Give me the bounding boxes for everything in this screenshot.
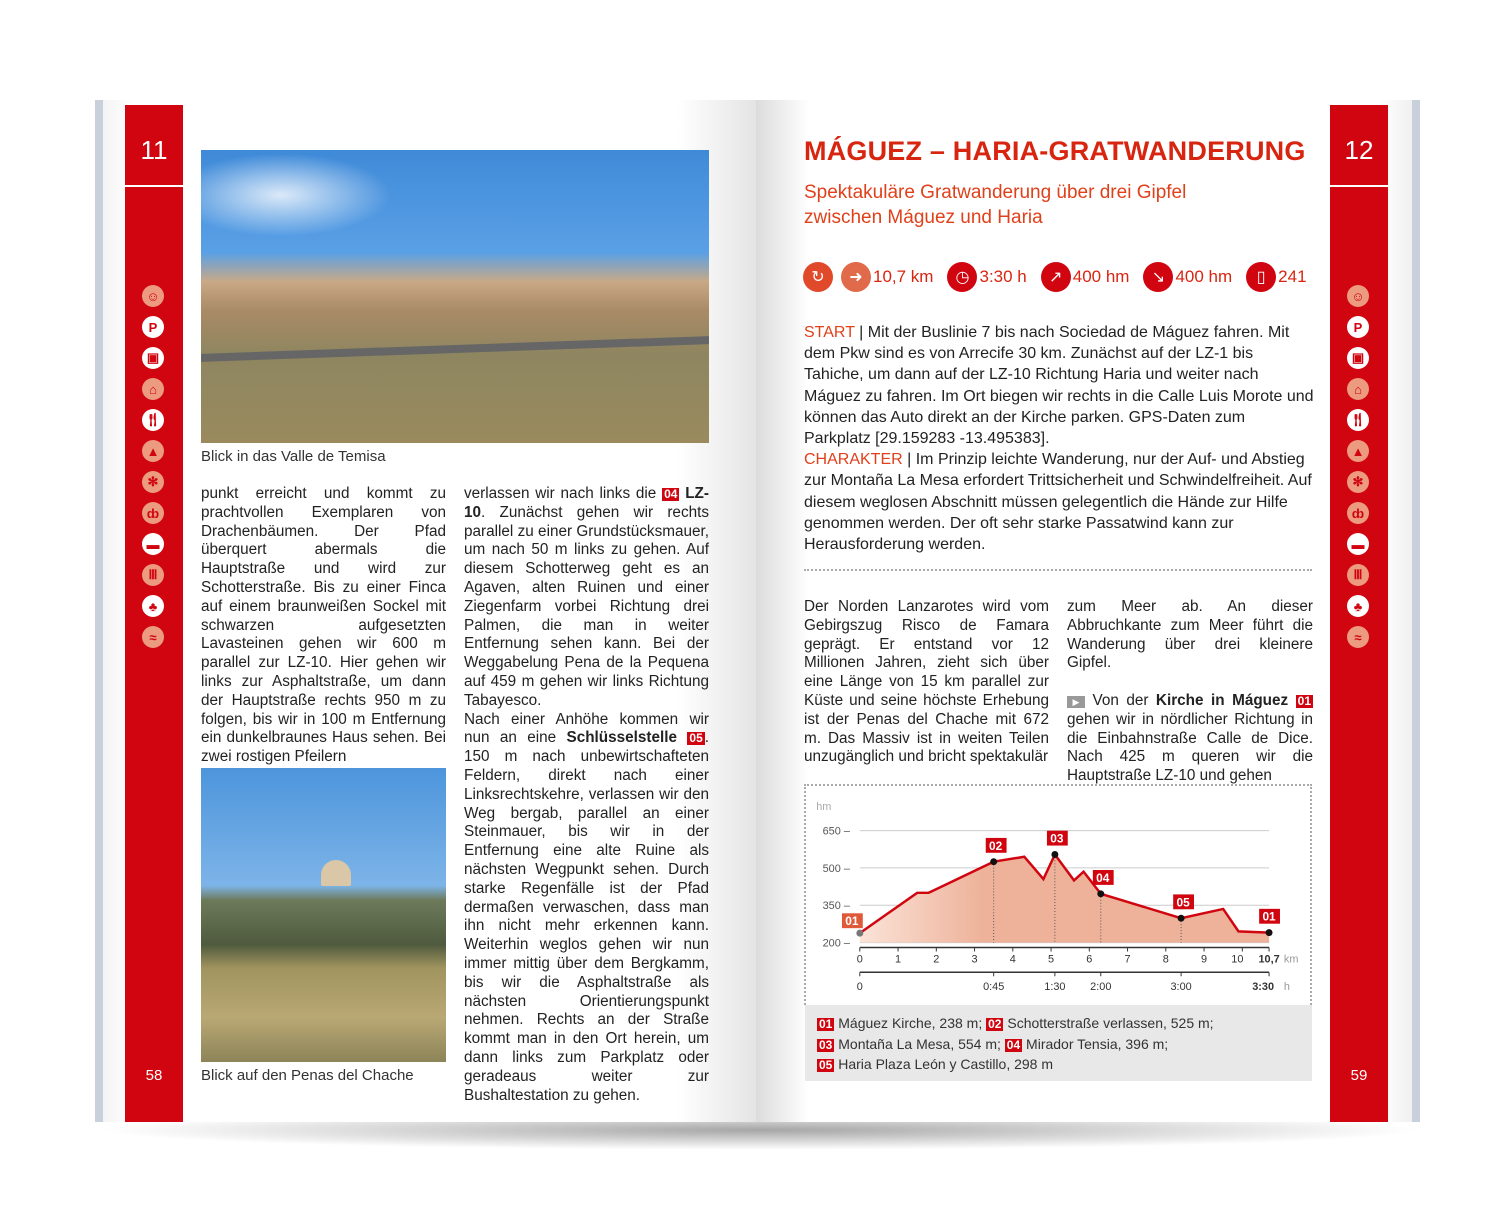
waypoint-marker [1051, 851, 1058, 858]
bed-icon: ▬ [1347, 533, 1369, 555]
chapter-number: 12 [1344, 135, 1374, 165]
waypoint-badge: 04 [664, 487, 678, 501]
x-tick-label: 6 [1086, 953, 1093, 966]
bus-icon: ▣ [142, 347, 164, 369]
time-tick-label: 1:30 [1044, 981, 1066, 994]
tour-facts [803, 262, 1313, 292]
photo-penas-del-chache [201, 768, 446, 1062]
distance: 10,7 km [873, 267, 934, 286]
waypoint-marker [990, 858, 997, 865]
ascent: 400 hm [1072, 267, 1130, 286]
bus-icon: ▣ [1347, 347, 1369, 369]
x-tick-label: 7 [1124, 953, 1131, 966]
x-tick-label: 8 [1162, 953, 1169, 966]
legend-text: Máguez Kirche, 238 m; [838, 1015, 983, 1031]
waypoint-legend [805, 1005, 1312, 1081]
play-arrow-icon: ▶ [1067, 696, 1085, 708]
legend-text: Mirador Tensia, 396 m; [1026, 1035, 1169, 1052]
divider [804, 569, 1312, 571]
kids-bear-icon: ☺ [142, 285, 164, 307]
start-text: | Mit der Buslinie 7 bis nach Sociedad de Máguez fahren. Mit dem Pkw sind es von Arrecife 30 km. Zunächst auf der LZ-1 bis Tahiche, um dann auf der LZ-10 Richtung Haria und weiter nach Máguez zu fahren. Im Ort biegen wir rechts in die Calle Luis Morote und können das Auto direkt an der Kirche parken. GPS-Daten zum Parkplatz [29.159283 -13.495383]. [804, 324, 1314, 448]
time-tick-label: 0 [856, 981, 863, 994]
duration: 3:30 h [979, 267, 1027, 286]
y-axis-label: hm [816, 800, 832, 813]
waypoint-marker [856, 930, 863, 937]
text-column-2 [1067, 598, 1313, 786]
y-tick-label: 200 – [822, 937, 850, 950]
summit-icon: ▲ [1347, 440, 1369, 462]
map-page-icon: ▯ [1246, 262, 1276, 292]
legend-badge: 05 [819, 1058, 833, 1072]
waypoint-label: 05 [1176, 895, 1190, 910]
bed-icon: ▬ [142, 533, 164, 555]
waypoint-badge: 01 [1297, 693, 1312, 708]
legend-badge: 01 [819, 1017, 833, 1031]
signpost-icon: ➜ [841, 262, 871, 292]
photo-caption: Blick auf den Penas del Chache [201, 1067, 414, 1084]
divider [1330, 185, 1388, 187]
y-tick-label: 650 – [822, 825, 850, 838]
text: Von der [1085, 691, 1156, 709]
legend-badge: 04 [1006, 1037, 1021, 1052]
text: . Zunächst gehen wir rechts parallel zu einer Grundstücksmauer, um nach 50 m links zu gehen. Auf diesem Schotterweg geht es an Agaven, alten Ruinen und einer Ziegenfarm vorbei Richtung drei Palmen, die man in weiter Entfernung sehen kann. Bei der Weggabelung Pena de la Pequena auf 459 m gehen wir links Richtung Tabayesco. [464, 503, 709, 709]
legend-text: Schotterstraße verlassen, 525 m; [1007, 1015, 1214, 1031]
parking-icon: P [1347, 316, 1369, 338]
kids-bear-icon: ☺ [1347, 285, 1369, 307]
x-tick-label: 10 [1231, 953, 1244, 966]
snowflake-icon: ✻ [142, 471, 164, 493]
bold-text: Schlüsselstelle [566, 729, 678, 747]
text-column-1: Der Norden Lanzarotes wird vom Gebirgszug Risco de Famara geprägt. Er entstand vor 12 Millionen Jahren, zieht sich über eine Länge von 15 km parallel zur Küste und seine höchste Erhebung ist der Penas del Chache mit 672 m. Das Massiv ist in weiten Teilen unzugänglich und bricht spektakulär [804, 598, 1049, 766]
x-tick-label: 2 [933, 953, 940, 966]
clock-icon: ◷ [947, 262, 977, 292]
waypoint-label: 01 [845, 914, 859, 929]
x-tick-label: 5 [1048, 953, 1055, 966]
subtitle [804, 180, 1186, 230]
bike-icon: ȸ [142, 502, 164, 524]
text: verlassen wir nach links die [464, 485, 663, 502]
ascent-arrow-icon: ↗ [1041, 262, 1071, 292]
time-tick-label: 3:00 [1170, 981, 1192, 994]
page-number: 58 [145, 1067, 163, 1084]
museum-icon: Ⅲ [142, 564, 164, 586]
descent: 400 hm [1175, 267, 1233, 286]
left-chapter-strip [125, 105, 183, 1122]
x-tick-label: 1 [895, 953, 902, 966]
text: gehen wir in nördlicher Richtung in die Einbahnstraße Calle de Dice. Nach 425 m queren wir die Hauptstraße LZ-10 und gehen [1067, 710, 1313, 785]
category-icons [1347, 285, 1369, 648]
restaurant-icon: 🍴︎ [142, 409, 164, 431]
bike-icon: ȸ [1347, 502, 1369, 524]
x-tick-label: 9 [1201, 953, 1208, 966]
text: Nach einer Anhöhe kommen wir nun an eine [464, 710, 709, 747]
snowflake-icon: ✻ [1347, 471, 1369, 493]
parking-icon: P [142, 316, 164, 338]
waypoint-marker [1097, 890, 1104, 897]
text-column-1: punkt erreicht und kommt zu prachtvollen Exemplaren von Drachenbäumen. Der Pfad überquert abermals die Hauptstraße und wird zur Schotterstraße. Bis zu einer Finca auf einem braunweißen Sockel mit schwarzen aufgesetzten Lavasteinen gehen wir 600 m parallel zur LZ-10. Hier gehen wir links zur Asphaltstraße, um dann der Hauptstraße rechts 950 m zu folgen, bis wir in 100 m Entfernung ein dunkelbraunes Haus sehen. Bei zwei rostigen Pfeilern [201, 485, 446, 766]
subtitle-line: Spektakuläre Gratwanderung über drei Gipfel [804, 182, 1187, 203]
subtitle-line: zwischen Máguez und Haria [804, 207, 1043, 228]
category-icons [142, 285, 164, 648]
legend-badge: 03 [819, 1037, 833, 1052]
divider [125, 185, 183, 187]
start-label: START [804, 324, 855, 341]
waypoint-marker [1178, 915, 1185, 922]
tree-icon: ♣ [142, 595, 164, 617]
x-tick-label: 3 [971, 953, 978, 966]
tree-icon: ♣ [1347, 595, 1369, 617]
photo-valle-de-temisa [201, 150, 709, 443]
waypoint-label: 02 [989, 838, 1003, 853]
elevation-profile-chart [804, 784, 1312, 1005]
photo-caption: Blick in das Valle de Temisa [201, 448, 386, 465]
time-tick-label: 3:30 [1252, 981, 1275, 994]
chapter-number: 11 [140, 135, 168, 165]
descent-arrow-icon: ↘ [1143, 262, 1173, 292]
waypoint-label: 03 [1050, 831, 1064, 846]
right-chapter-strip [1330, 105, 1388, 1122]
summit-icon: ▲ [142, 440, 164, 462]
x-tick-label: 4 [1009, 953, 1016, 966]
text: zum Meer ab. An dieser Abbruchkante zum Meer führt die Wanderung über drei kleinere Gipfel. [1067, 598, 1313, 672]
cable-car-icon: ⌂ [142, 378, 164, 400]
time-tick-label: 2:00 [1090, 981, 1112, 994]
x-tick-label: 0 [856, 953, 863, 966]
cable-car-icon: ⌂ [1347, 378, 1369, 400]
page-title: MÁGUEZ – HARIA-GRATWANDERUNG [804, 136, 1306, 166]
beach-icon: ≈ [142, 626, 164, 648]
beach-icon: ≈ [1347, 626, 1369, 648]
restaurant-icon: 🍴︎ [1347, 409, 1369, 431]
bold-text: Kirche in Máguez [1155, 691, 1289, 709]
intro-text [804, 322, 1314, 555]
waypoint-marker [1266, 929, 1273, 936]
tour-number: 241 [1278, 267, 1307, 286]
time-tick-label: 0:45 [983, 981, 1005, 994]
loop-tour-icon: ↻ [803, 262, 833, 292]
bold-text: LZ-10 [464, 485, 709, 521]
text: . 150 m nach unbewirtschafteten Feldern, direkt nach einer Linksrechtskehre, verlassen wir den Weg bergab, parallel an einer Steinmauer, bis wir in der Entfernung eine alte Ruine als nächsten Wegpunkt sehen. Durch starke Regenfälle ist der Pfad dermaßen verwaschen, dass man ihn nicht mehr erkennen kann. Weiterhin weglos gehen wir nun immer mittig über dem Bergkamm, bis wir die Asphaltstraße als nächsten Orientierungspunkt nehmen. Rechts an der Straße kommt man in den Ort herein, um dann links zum Parkplatz oder geradeaus weiter zur Bushaltestation zu gehen. [464, 729, 709, 1104]
x-axis-label: km [1283, 953, 1299, 966]
text-column-2 [464, 485, 709, 1105]
waypoint-badge: 05 [689, 731, 703, 746]
x-tick-label: 10,7 [1258, 953, 1280, 966]
legend-badge: 02 [988, 1017, 1002, 1031]
y-tick-label: 350 – [822, 900, 850, 913]
charakter-label: CHARAKTER [804, 451, 903, 469]
charakter-text: | Im Prinzip leichte Wanderung, nur der Auf- und Abstieg zur Montaña La Mesa erfordert Trittsicherheit und Schwindelfreiheit. Auf diesem weglosen Abschnitt müssen gelegentlich die Hände zur Hilfe genommen werden. Der oft sehr starke Passatwind kann zur Herausforderung werden. [804, 451, 1312, 554]
museum-icon: Ⅲ [1347, 564, 1369, 586]
waypoint-label: 04 [1096, 870, 1110, 885]
y-tick-label: 500 – [822, 862, 850, 875]
time-axis-label: h [1283, 981, 1290, 994]
legend-text: Montaña La Mesa, 554 m; [838, 1035, 1001, 1052]
waypoint-label: 01 [1262, 909, 1276, 924]
legend-text: Haria Plaza León y Castillo, 298 m [838, 1056, 1054, 1072]
page-number: 59 [1350, 1067, 1368, 1084]
